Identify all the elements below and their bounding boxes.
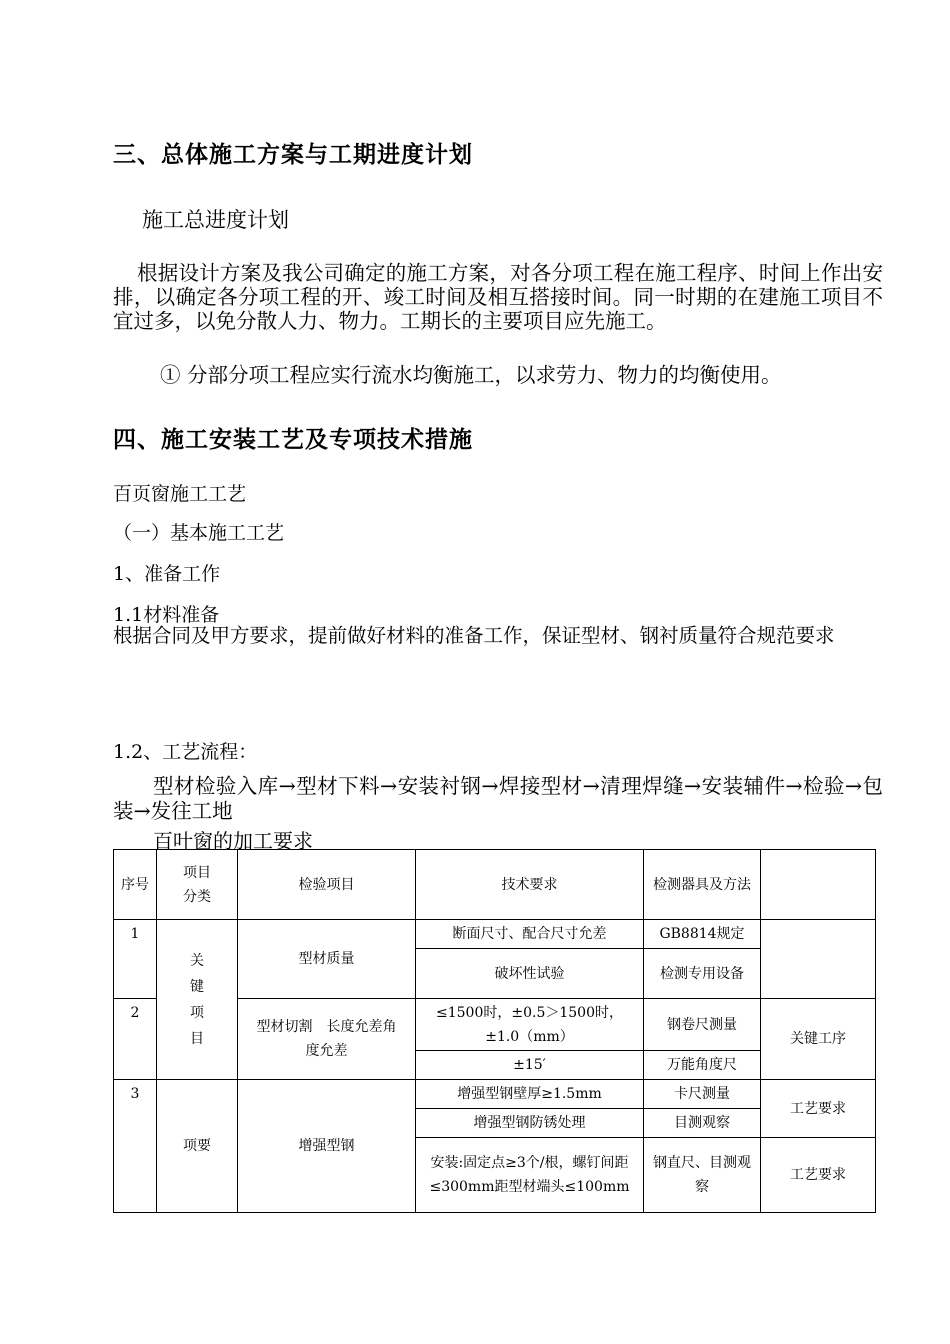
header-category: 项目分类 (157, 850, 238, 920)
row3a-note: 工艺要求 (761, 1080, 876, 1138)
section3-paragraph: 根据设计方案及我公司确定的施工方案，对各分项工程在施工程序、时间上作出安排，以确定各分项工程的开、竣工时间及相互搭接时间。同一时期的在建施工项目不宜过多，以免分散人力、物力。工期长的主要项目应先施工。 (113, 261, 883, 333)
row3a-method: 卡尺测量 (644, 1080, 761, 1109)
header-seq: 序号 (114, 850, 157, 920)
row3c-method: 钢直尺、目测观察 (644, 1138, 761, 1213)
row2-note: 关键工序 (761, 999, 876, 1080)
row1a-requirement: 断面尺寸、配合尺寸允差 (416, 920, 644, 949)
table-header-row (114, 850, 876, 920)
section4-sub3: 1、准备工作 (113, 563, 221, 585)
section3-heading: 三、总体施工方案与工期进度计划 (113, 142, 473, 168)
key-category-cell: 关键项目 (157, 920, 238, 1080)
row1a-method: GB8814规定 (644, 920, 761, 949)
row1-seq: 1 (114, 920, 157, 999)
section3-subheading: 施工总进度计划 (142, 208, 289, 232)
row1b-requirement: 破坏性试验 (416, 949, 644, 999)
row2a-method: 钢卷尺测量 (644, 999, 761, 1051)
row3c-requirement: 安装:固定点≥3个/根，螺钉间距≤300mm距型材端头≤100mm (416, 1138, 644, 1213)
row3-seq: 3 (114, 1080, 157, 1213)
row2-item: 型材切割 长度允差角度允差 (238, 999, 416, 1080)
row3c-note: 工艺要求 (761, 1138, 876, 1213)
process-flow: 型材检验入库→型材下料→安装衬钢→焊接型材→清理焊缝→安装辅件→检验→包装→发往工地 (113, 774, 883, 823)
header-extra (761, 850, 876, 920)
section3-item1: ① 分部分项工程应实行流水均衡施工，以求劳力、物力的均衡使用。 (160, 363, 782, 387)
table-row (114, 1080, 876, 1109)
row1b-method: 检测专用设备 (644, 949, 761, 999)
row3a-requirement: 增强型钢壁厚≥1.5mm (416, 1080, 644, 1109)
row3b-method: 目测观察 (644, 1109, 761, 1138)
header-item: 检验项目 (238, 850, 416, 920)
row1-item: 型材质量 (238, 920, 416, 999)
section4-sub2: （一）基本施工工艺 (113, 522, 285, 544)
row3-item: 增强型钢 (238, 1080, 416, 1213)
row2b-method: 万能角度尺 (644, 1051, 761, 1080)
section4-sub1: 百页窗施工工艺 (113, 483, 247, 505)
row3b-requirement: 增强型钢防锈处理 (416, 1109, 644, 1138)
row3-category: 项要 (157, 1080, 238, 1213)
table-caption: 百叶窗的加工要求 (153, 829, 313, 853)
header-requirement: 技术要求 (416, 850, 644, 920)
flow-title: 1.2、工艺流程： (113, 741, 258, 763)
header-method: 检测器具及方法 (644, 850, 761, 920)
section4-sub4: 1.1材料准备 (113, 604, 220, 626)
section4-paragraph: 根据合同及甲方要求，提前做好材料的准备工作，保证型材、钢衬质量符合规范要求 (113, 624, 835, 647)
section4-heading: 四、施工安装工艺及专项技术措施 (113, 427, 473, 453)
row2-seq: 2 (114, 999, 157, 1080)
processing-requirements-table (113, 849, 876, 1213)
row2a-requirement: ≤1500时，±0.5＞1500时，±1.0（mm） (416, 999, 644, 1051)
row1-note (761, 920, 876, 999)
table-row (114, 920, 876, 949)
row2b-requirement: ±15′ (416, 1051, 644, 1080)
